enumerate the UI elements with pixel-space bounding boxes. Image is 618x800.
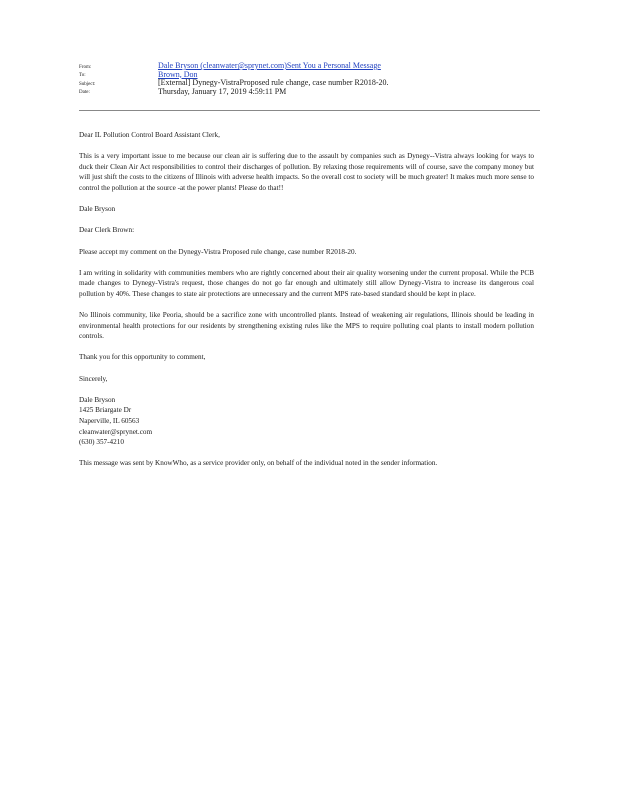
signature-name: Dale Bryson: [79, 395, 116, 404]
signature-block: [79, 395, 534, 448]
signature-street: 1425 Briargate Dr: [79, 406, 132, 415]
header-divider: [79, 110, 540, 111]
to-label: To:: [79, 73, 86, 79]
closing-line: Sincerely,: [79, 374, 108, 383]
from-row: [79, 62, 539, 71]
thanks-line: Thank you for this opportunity to comment,: [79, 353, 206, 362]
greeting-first: Dear IL Pollution Control Board Assistant Clerk,: [79, 131, 220, 139]
paragraph-2: Please accept my comment on the Dynegy-Vistra Proposed rule change, case number R2018-20.: [79, 247, 357, 256]
to-link[interactable]: Brown, Don: [158, 69, 198, 79]
signature-email: cleanwater@sprynet.com: [79, 427, 153, 436]
date-value: Thursday, January 17, 2019 4:59:11 PM: [158, 86, 287, 96]
paragraph-4: No Illinois community, like Peoria, should be a sacrifice zone with uncontrolled plants. Instead of weakening air regulations, Illinois should be leading in environmental health protections for our residents by strengthening existing rules like the MPS to require polluting coal plants to install modern pollution controls.: [79, 311, 534, 341]
from-label: From:: [79, 64, 92, 70]
paragraph-3: I am writing in solidarity with communities members who are rightly concerned about their air quality worsening under the current proposal. While the PCB made changes to Dynegy-Vistra's request, those changes do not go far enough and ultimately still allow Dynegy-Vistra to increase its dangerous coal pollution by 40%. These changes to state air protections are unnecessary and the current MPS rate-based standard should be kept in place.: [79, 268, 534, 298]
signature-city: Naperville, IL 60563: [79, 417, 140, 426]
email-header: [79, 62, 539, 96]
email-body: [79, 130, 534, 480]
subject-row: [79, 79, 539, 88]
from-link[interactable]: Dale Bryson (cleanwater@sprynet.com)Sent You a Personal Message: [158, 61, 381, 70]
date-label: Date:: [79, 90, 90, 96]
subject-label: Subject:: [79, 81, 96, 87]
footer-notice: This message was sent by KnowWho, as a service provider only, on behalf of the individual noted in the sender information.: [79, 459, 438, 468]
date-row: [79, 88, 539, 97]
signature-phone: (630) 357-4210: [79, 438, 124, 447]
signature-name-first: Dale Bryson: [79, 205, 116, 214]
paragraph-1: This is a very important issue to me because our clean air is suffering due to the assault by companies such as Dynegy--Vistra always looking for ways to duck their Clean Air Act responsibilities to control their discharges of pollution. By relaxing those requirements will of course, save the company money but will just shift the costs to the citizens of Illinois with adverse health impacts. So the overall cost to society will be much greater! It makes much more sense to control the pollution at the source -at the power plants! Please do that!!: [79, 152, 534, 192]
subject-value: [External] Dynegy-VistraProposed rule change, case number R2018-20.: [158, 78, 389, 88]
greeting-second: Dear Clerk Brown:: [79, 226, 135, 235]
